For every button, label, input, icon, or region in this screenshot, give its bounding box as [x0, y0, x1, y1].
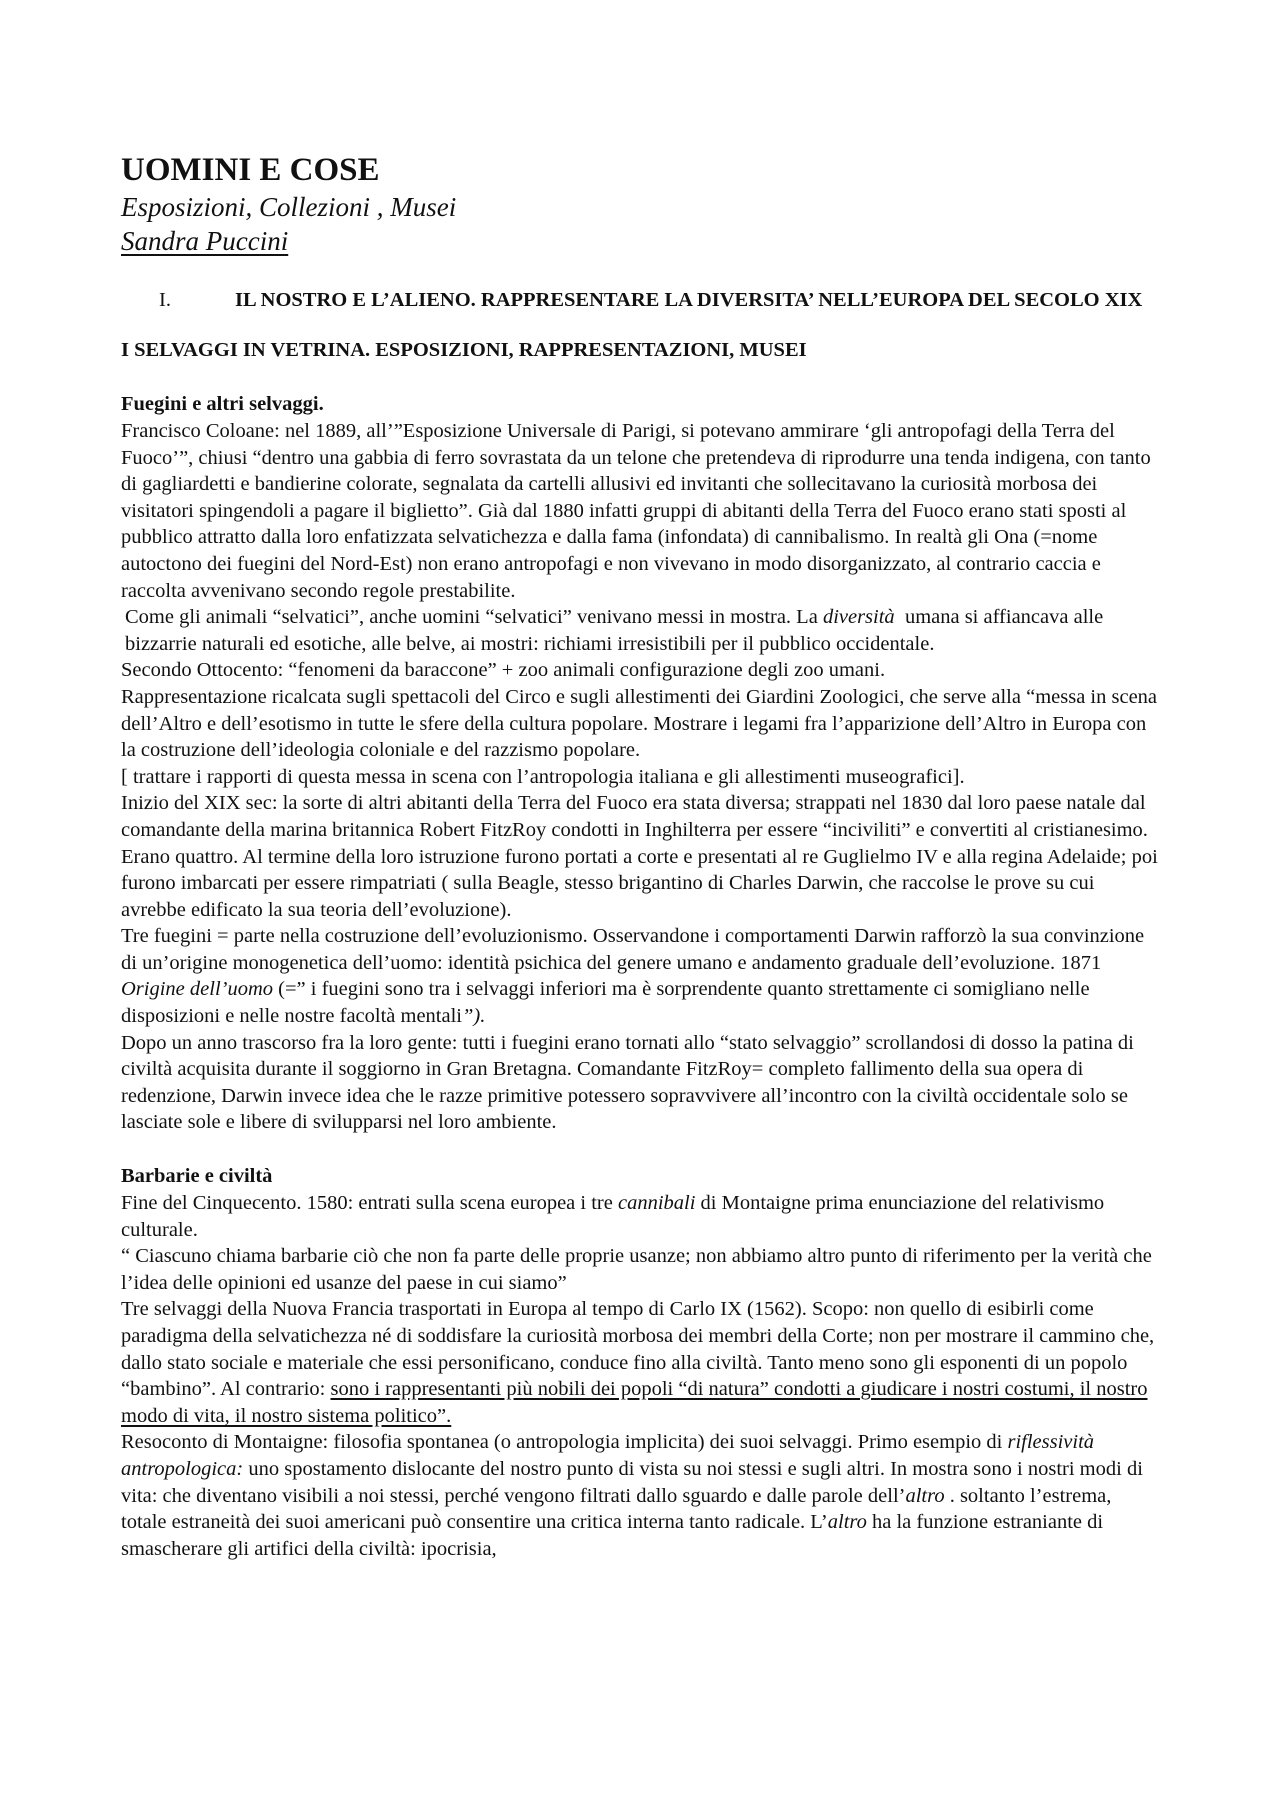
- paragraph: Rappresentazione ricalcata sugli spettacoli del Circo e sugli allestimenti dei Giardini Zoologici, che serve alla “messa in scena dell’Altro e dell’esotismo in tutte le sfere della cultura popolare. Mostrare i legami fra l’apparizione dell’Altro in Europa con la costruzione dell’ideologia coloniale e del razzismo popolare.: [121, 685, 1158, 762]
- paragraph: [121, 1296, 1161, 1429]
- text-run: Come gli animali “selvatici”, anche uomini “selvatici” venivano messi in mostra. La: [125, 606, 818, 629]
- text-run: Resoconto di Montaigne: filosofia spontanea (o antropologia implicita) dei suoi selvaggi. Primo esempio di: [121, 1431, 1003, 1454]
- chapter-title: IL NOSTRO E L’ALIENO. RAPPRESENTARE LA DIVERSITA’ NELL’EUROPA DEL SECOLO XIX: [235, 289, 1143, 311]
- text-run: Tre selvaggi della Nuova Francia trasportati in Europa al tempo di Carlo IX (1562). Scopo: non quello di esibirli come paradigma della selvatichezza né di soddisfare la curiosità morbosa dei membri della Corte; non per mostrare il cammino che, dallo stato sociale e materiale che essi personificano, conduce fino alla civiltà. Tanto meno sono gli esponenti di un popolo “bambino”. Al contrario:: [121, 1298, 1155, 1401]
- paragraph: [ trattare i rapporti di questa messa in scena con l’antropologia italiana e gli allestimenti museografici].: [121, 765, 965, 788]
- text-run: umana si affiancava alle bizzarrie naturali ed esotiche, alle belve, ai mostri: richiami irresistibili per il pubblico occidentale.: [125, 606, 1104, 655]
- italic-text: riflessività antropologica:: [121, 1431, 1095, 1480]
- text-run: Fine del Cinquecento. 1580: entrati sulla scena europea i tre: [121, 1192, 613, 1215]
- paragraph: Dopo un anno trascorso fra la loro gente: tutti i fuegini erano tornati allo “stato selvaggio” scrollandosi di dosso la patina di civiltà acquisita durante il soggiorno in Gran Bretagna. Comandante FitzRoy= completo fallimento della sua opera di redenzione, Darwin invece idea che le razze primitive potessero sopravvivere all’incontro con la civiltà occidentale solo se lasciate sole e libere di svilupparsi nel loro ambiente.: [121, 1031, 1134, 1134]
- paragraph: [121, 923, 1161, 1029]
- italic-text: ”).: [462, 1005, 486, 1028]
- document-author: Sandra Puccini: [121, 226, 289, 256]
- paragraph: Inizio del XIX sec: la sorte di altri abitanti della Terra del Fuoco era stata diversa; strappati nel 1830 dal loro paese natale dal comandante della marina britannica Robert FitzRoy condotti in Inghilterra per essere “inciviliti” e convertiti al cristianesimo. Erano quattro. Al termine della loro istruzione furono portati a corte e presentati al re Guglielmo IV e alla regina Adelaide; poi furono imbarcati per essere rimpatriati ( sulla Beagle, stesso brigantino di Charles Darwin, che raccolse le prove su cui avrebbe edificato la sua teoria dell’evoluzione).: [121, 792, 1158, 921]
- document-subtitle: Esposizioni, Collezioni , Musei: [121, 192, 457, 222]
- section-title: I SELVAGGI IN VETRINA. ESPOSIZIONI, RAPPRESENTAZIONI, MUSEI: [121, 339, 807, 361]
- subsection-title-fuegini: Fuegini e altri selvaggi.: [121, 393, 324, 415]
- text-run: uno spostamento dislocante del nostro punto di vista su noi stessi e sugli altri. In mostra sono i nostri modi di vita: che diventano visibili a noi stessi, perché vengono filtrati dallo sguardo e dalle parole dell’: [121, 1457, 1143, 1507]
- paragraph: [121, 604, 1161, 657]
- text-run: ha la funzione estraniante di smascherare gli artifici della civiltà: ipocrisia,: [121, 1511, 1104, 1560]
- italic-text: Origine dell’uomo: [121, 978, 274, 1001]
- underlined-text: sono i rappresentanti più nobili dei popoli “di natura” condotti a giudicare i nostri costumi, il nostro modo di vita, il nostro sistema politico”.: [121, 1378, 1148, 1427]
- paragraph: Francisco Coloane: nel 1889, all’”Esposizione Universale di Parigi, si potevano ammirare ‘gli antropofagi della Terra del Fuoco’”, chiusi “dentro una gabbia di ferro sovrastata da un telone che pretendeva di riprodurre una tenda indigena, con tanto di gagliardetti e bandierine colorate, segnalata da cartelli allusivi ed invitanti che sollecitavano la curiosità morbosa dei visitatori spingendoli a pagare il biglietto”. Già dal 1880 infatti gruppi di abitanti della Terra del Fuoco erano stati sposti al pubblico attratto dalla loro enfatizzata selvatichezza e dalla fama (infondata) di cannibalismo. In realtà gli Ona (=nome autoctono dei fuegini del Nord-Est) non erano antropofagi e non vivevano in modo disorganizzato, al contrario caccia e raccolta avvenivano secondo regole prestabilite.: [121, 420, 1151, 602]
- document-title: UOMINI E COSE: [121, 152, 380, 188]
- chapter-number: I.: [159, 289, 171, 311]
- quote-paragraph: “ Ciascuno chiama barbarie ciò che non fa parte delle proprie usanze; non abbiamo altro punto di riferimento per la verità che l’idea delle opinioni ed usanze del paese in cui siamo”: [121, 1245, 1152, 1294]
- chapter-heading: [121, 286, 1161, 315]
- italic-text: altro: [827, 1511, 867, 1534]
- text-run: . soltanto l’estrema, totale estraneità dei suoi americani può consentire una critica interna tanto radicale. L’: [121, 1484, 1112, 1534]
- italic-text: cannibali: [617, 1192, 696, 1215]
- paragraph: [121, 1190, 1161, 1243]
- paragraph: [121, 1429, 1161, 1562]
- italic-text: diversità: [822, 606, 895, 629]
- text-run: Tre fuegini = parte nella costruzione dell’evoluzionismo. Osservandone i comportamenti Darwin rafforzò la sua convinzione di un’origine monogenetica dell’uomo: identità psichica del genere umano e andamento graduale dell’evoluzione. 1871: [121, 925, 1145, 974]
- document-body: [121, 150, 1161, 1562]
- italic-text: altro: [905, 1484, 945, 1507]
- paragraph: Secondo Ottocento: “fenomeni da baraccone” + zoo animali configurazione degli zoo umani.: [121, 659, 886, 682]
- text-run: (=” i fuegini sono tra i selvaggi inferiori ma è sorprendente quanto strettamente ci somigliano nelle disposizioni e nelle nostre facoltà mentali: [121, 978, 1090, 1028]
- subsection-title-barbarie: Barbarie e civiltà: [121, 1165, 273, 1188]
- text-run: di Montaigne prima enunciazione del relativismo culturale.: [121, 1192, 1105, 1241]
